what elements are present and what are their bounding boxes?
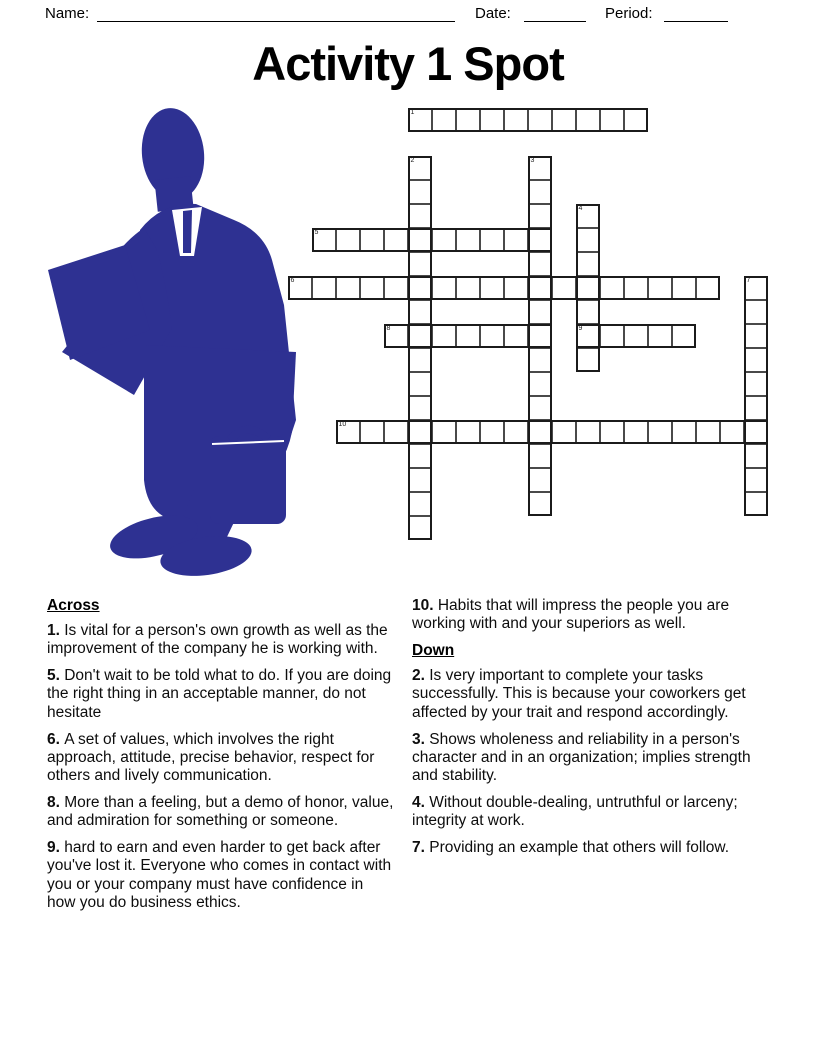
crossword-cell[interactable] [744,276,768,300]
crossword-cell[interactable] [480,276,504,300]
crossword-cell[interactable] [408,444,432,468]
down-heading: Down [412,642,455,660]
page-title: Activity 1 Spot [252,37,564,90]
date-label: Date: [475,5,511,22]
period-blank-line[interactable] [664,7,728,22]
clue-9: 9. hard to earn and even harder to get back after you've lost it. Everyone who comes in contact with you or your company must have confidence in how you do business ethics. [47,839,392,911]
crossword-cell[interactable] [360,420,384,444]
crossword-cell[interactable] [504,228,528,252]
crossword-cell[interactable] [648,276,672,300]
cell-number: 7 [746,277,751,284]
crossword-cell[interactable] [744,372,768,396]
crossword-cell[interactable] [672,420,696,444]
crossword-cell[interactable] [576,228,600,252]
crossword-cell[interactable] [432,324,456,348]
crossword-cell[interactable] [696,420,720,444]
crossword-cell[interactable] [528,444,552,468]
crossword-cell[interactable] [528,468,552,492]
crossword-cell[interactable] [432,228,456,252]
crossword-cell[interactable] [408,324,432,348]
crossword-cell[interactable] [720,420,744,444]
cell-number: 8 [386,325,391,332]
crossword-cell[interactable] [744,420,768,444]
crossword-cell[interactable] [480,228,504,252]
crossword-cell[interactable] [408,348,432,372]
crossword-cell[interactable] [384,324,408,348]
clue-10: 10. Habits that will impress the people you are working with and your superiors as well. [412,597,730,633]
crossword-cell[interactable] [456,228,480,252]
crossword-cell[interactable] [576,420,600,444]
crossword-cell[interactable] [408,420,432,444]
crossword-cell[interactable] [744,324,768,348]
crossword-cell[interactable] [408,372,432,396]
down-clues-column [412,597,776,866]
crossword-cell[interactable] [672,276,696,300]
crossword-cell[interactable] [528,300,552,324]
crossword-cell[interactable] [408,468,432,492]
crossword-cell[interactable] [528,396,552,420]
crossword-cell[interactable] [648,420,672,444]
crossword-cell[interactable] [456,276,480,300]
clue-6: 6. A set of values, which involves the right approach, attitude, precise behavior, respect for others and lively communication. [47,730,375,784]
crossword-cell[interactable] [576,204,600,228]
crossword-cell[interactable] [624,324,648,348]
crossword-cell[interactable] [384,276,408,300]
crossword-cell[interactable] [384,420,408,444]
crossword-cell[interactable] [456,108,480,132]
crossword-cell[interactable] [408,276,432,300]
crossword-cell[interactable] [624,420,648,444]
crossword-cell[interactable] [528,276,552,300]
crossword-cell[interactable] [408,204,432,228]
crossword-cell[interactable] [528,420,552,444]
crossword-cell[interactable] [432,108,456,132]
period-label: Period: [605,5,653,22]
crossword-cell[interactable] [552,420,576,444]
businessman-silhouette [44,90,300,582]
crossword-cell[interactable] [528,156,552,180]
cell-number: 2 [410,157,415,164]
crossword-cell[interactable] [624,108,648,132]
crossword-cell[interactable] [744,348,768,372]
crossword-cell[interactable] [312,228,336,252]
crossword-cell[interactable] [624,276,648,300]
cell-number: 9 [578,325,583,332]
clue-3: 3. Shows wholeness and reliability in a person's character and in an organization; implies strength and stability. [412,730,751,784]
cell-number: 10 [338,421,347,428]
crossword-cell[interactable] [336,276,360,300]
clue-1: 1. Is vital for a person's own growth as well as the improvement of the company he is working with. [47,622,388,658]
crossword-cell[interactable] [408,228,432,252]
crossword-cell[interactable] [528,324,552,348]
cell-number: 4 [578,205,583,212]
crossword-cell[interactable] [696,276,720,300]
crossword-cell[interactable] [528,348,552,372]
crossword-cell[interactable] [528,180,552,204]
cell-number: 6 [290,277,295,284]
crossword-cell[interactable] [408,516,432,540]
crossword-cell[interactable] [744,300,768,324]
crossword-cell[interactable] [552,108,576,132]
crossword-cell[interactable] [456,420,480,444]
clue-8: 8. More than a feeling, but a demo of honor, value, and admiration for something or someone. [47,794,394,830]
crossword-cell[interactable] [576,108,600,132]
crossword-cell[interactable] [504,108,528,132]
crossword-cell[interactable] [552,276,576,300]
crossword-cell[interactable] [408,396,432,420]
crossword-grid [288,108,768,540]
crossword-cell[interactable] [528,372,552,396]
crossword-cell[interactable] [408,300,432,324]
across-clue-list-continued [412,597,776,633]
crossword-cell[interactable] [480,108,504,132]
cell-number: 3 [530,157,535,164]
date-blank-line[interactable] [524,7,586,22]
crossword-cell[interactable] [408,492,432,516]
crossword-cell[interactable] [504,324,528,348]
crossword-cell[interactable] [600,276,624,300]
crossword-cell[interactable] [576,276,600,300]
crossword-cell[interactable] [600,108,624,132]
across-clue-list [47,622,395,912]
crossword-cell[interactable] [360,276,384,300]
clue-2: 2. Is very important to complete your tasks successfully. This is because your coworkers get affected by your trait and respond accordingly. [412,667,746,721]
clue-5: 5. Don't wait to be told what to do. If you are doing the right thing in an acceptable manner, do not hesitate [47,667,392,721]
crossword-cell[interactable] [528,204,552,228]
crossword-cell[interactable] [360,228,384,252]
crossword-cell[interactable] [408,180,432,204]
crossword-cell[interactable] [600,420,624,444]
cell-number: 1 [410,109,415,116]
crossword-cell[interactable] [576,300,600,324]
name-label: Name: [45,5,90,22]
clue-4: 4. Without double-dealing, untruthful or larceny; integrity at work. [412,794,738,830]
crossword-cell[interactable] [744,492,768,516]
crossword-cell[interactable] [336,228,360,252]
clue-7: 7. Providing an example that others will follow. [412,839,730,857]
crossword-cell[interactable] [384,228,408,252]
crossword-cell[interactable] [456,324,480,348]
crossword-cell[interactable] [528,492,552,516]
crossword-cell[interactable] [528,108,552,132]
crossword-cell[interactable] [432,420,456,444]
crossword-cell[interactable] [408,108,432,132]
across-heading: Across [47,597,100,614]
name-blank-line[interactable] [97,7,455,22]
crossword-cell[interactable] [336,420,360,444]
crossword-cell[interactable] [408,252,432,276]
crossword-cell[interactable] [744,468,768,492]
crossword-cell[interactable] [744,444,768,468]
crossword-cell[interactable] [312,276,336,300]
crossword-cell[interactable] [408,156,432,180]
crossword-cell[interactable] [744,396,768,420]
across-clues-column [47,597,395,921]
crossword-cell[interactable] [480,324,504,348]
crossword-cell[interactable] [576,324,600,348]
crossword-cell[interactable] [576,348,600,372]
crossword-cell[interactable] [528,228,552,252]
crossword-cell[interactable] [504,276,528,300]
crossword-cell[interactable] [432,276,456,300]
crossword-cell[interactable] [504,420,528,444]
down-clue-list [412,667,776,857]
crossword-cell[interactable] [480,420,504,444]
crossword-cell[interactable] [528,252,552,276]
crossword-cell[interactable] [288,276,312,300]
crossword-cell[interactable] [672,324,696,348]
cell-number: 5 [314,229,319,236]
crossword-cell[interactable] [576,252,600,276]
crossword-cell[interactable] [648,324,672,348]
crossword-cell[interactable] [600,324,624,348]
